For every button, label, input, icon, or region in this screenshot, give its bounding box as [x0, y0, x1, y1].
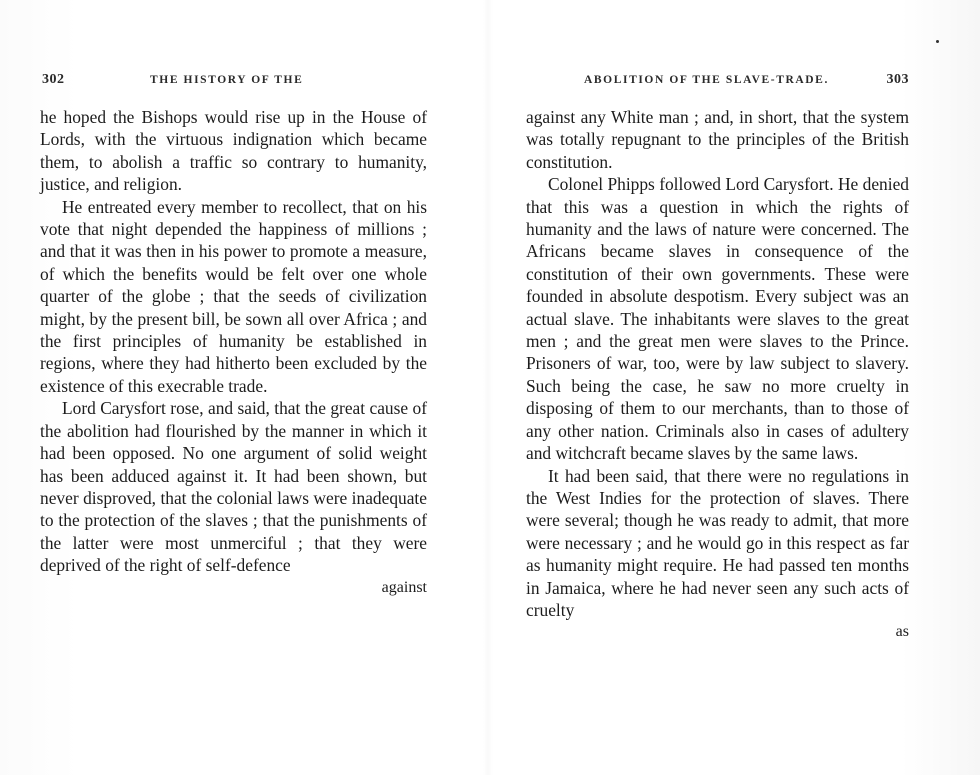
right-paragraph-1: against any White man ; and, in short, that the system was totally repugnant to the principles of the British constitution.: [526, 107, 909, 172]
right-paragraph-2: Colonel Phipps followed Lord Carysfort. He denied that this was a question in which the rights of humanity and the laws of nature were concerned. The Africans became slaves in consequence of the constitution of their own governments. These were founded in absolute despotism. Every subject was an actual slave. The inhabitants were slaves to the great men ; and the great men were slaves to the Prince. Prisoners of war, too, were by law subject to slavery. Such being the case, he saw no more cruelty in disposing of them to our merchants, than to those of any other nation. Criminals also in cases of adultery and witchcraft became slaves by the same laws.: [526, 174, 909, 464]
gutter-fold: [483, 0, 493, 775]
left-body-text: [40, 106, 427, 577]
left-page-number: 302: [42, 72, 65, 87]
left-catchword: against: [381, 578, 427, 596]
left-page: [40, 72, 427, 599]
scan-speck: [936, 40, 939, 43]
left-paragraph-3: Lord Carysfort rose, and said, that the great cause of the abolition had flourished by the manner in which it had been opposed. No one argument of solid weight has been adduced against it. It had been shown, but never disproved, that the colonial laws were inadequate to the protection of the slaves ; that the punishments of the latter were most unmerciful ; that they were deprived of the right of self-defence: [40, 398, 427, 576]
right-paragraph-3: It had been said, that there were no regulations in the West Indies for the protection of slaves. There were several; though he was ready to admit, that more were necessary ; and he would go in this respect as far as humanity might require. He had passed ten months in Jamaica, where he had never seen any such acts of cruelty: [526, 465, 909, 620]
right-body-text: [526, 106, 909, 621]
right-page: [526, 72, 909, 643]
left-running-head: [40, 72, 427, 96]
left-paragraph-2: He entreated every member to recollect, that on his vote that night depended the happiness of millions ; and that it was then in his power to promote a measure, of which the benefits would be felt over one whole quarter of the globe ; that the seeds of civilization might, by the present bill, be sown all over Africa ; and the first principles of humanity be established in regions, where they had hitherto been excluded by the existence of this execrable trade.: [40, 196, 427, 396]
right-running-head: [526, 72, 909, 96]
right-header-title: ABOLITION OF THE SLAVE-TRADE.: [584, 74, 829, 86]
left-paragraph-1: he hoped the Bishops would rise up in the House of Lords, with the virtuous indignation which became them, to abolish a traffic so contrary to humanity, justice, and religion.: [40, 107, 427, 195]
right-catchword: as: [895, 623, 909, 641]
right-page-number: 303: [886, 72, 909, 87]
left-header-title: THE HISTORY OF THE: [150, 74, 304, 86]
